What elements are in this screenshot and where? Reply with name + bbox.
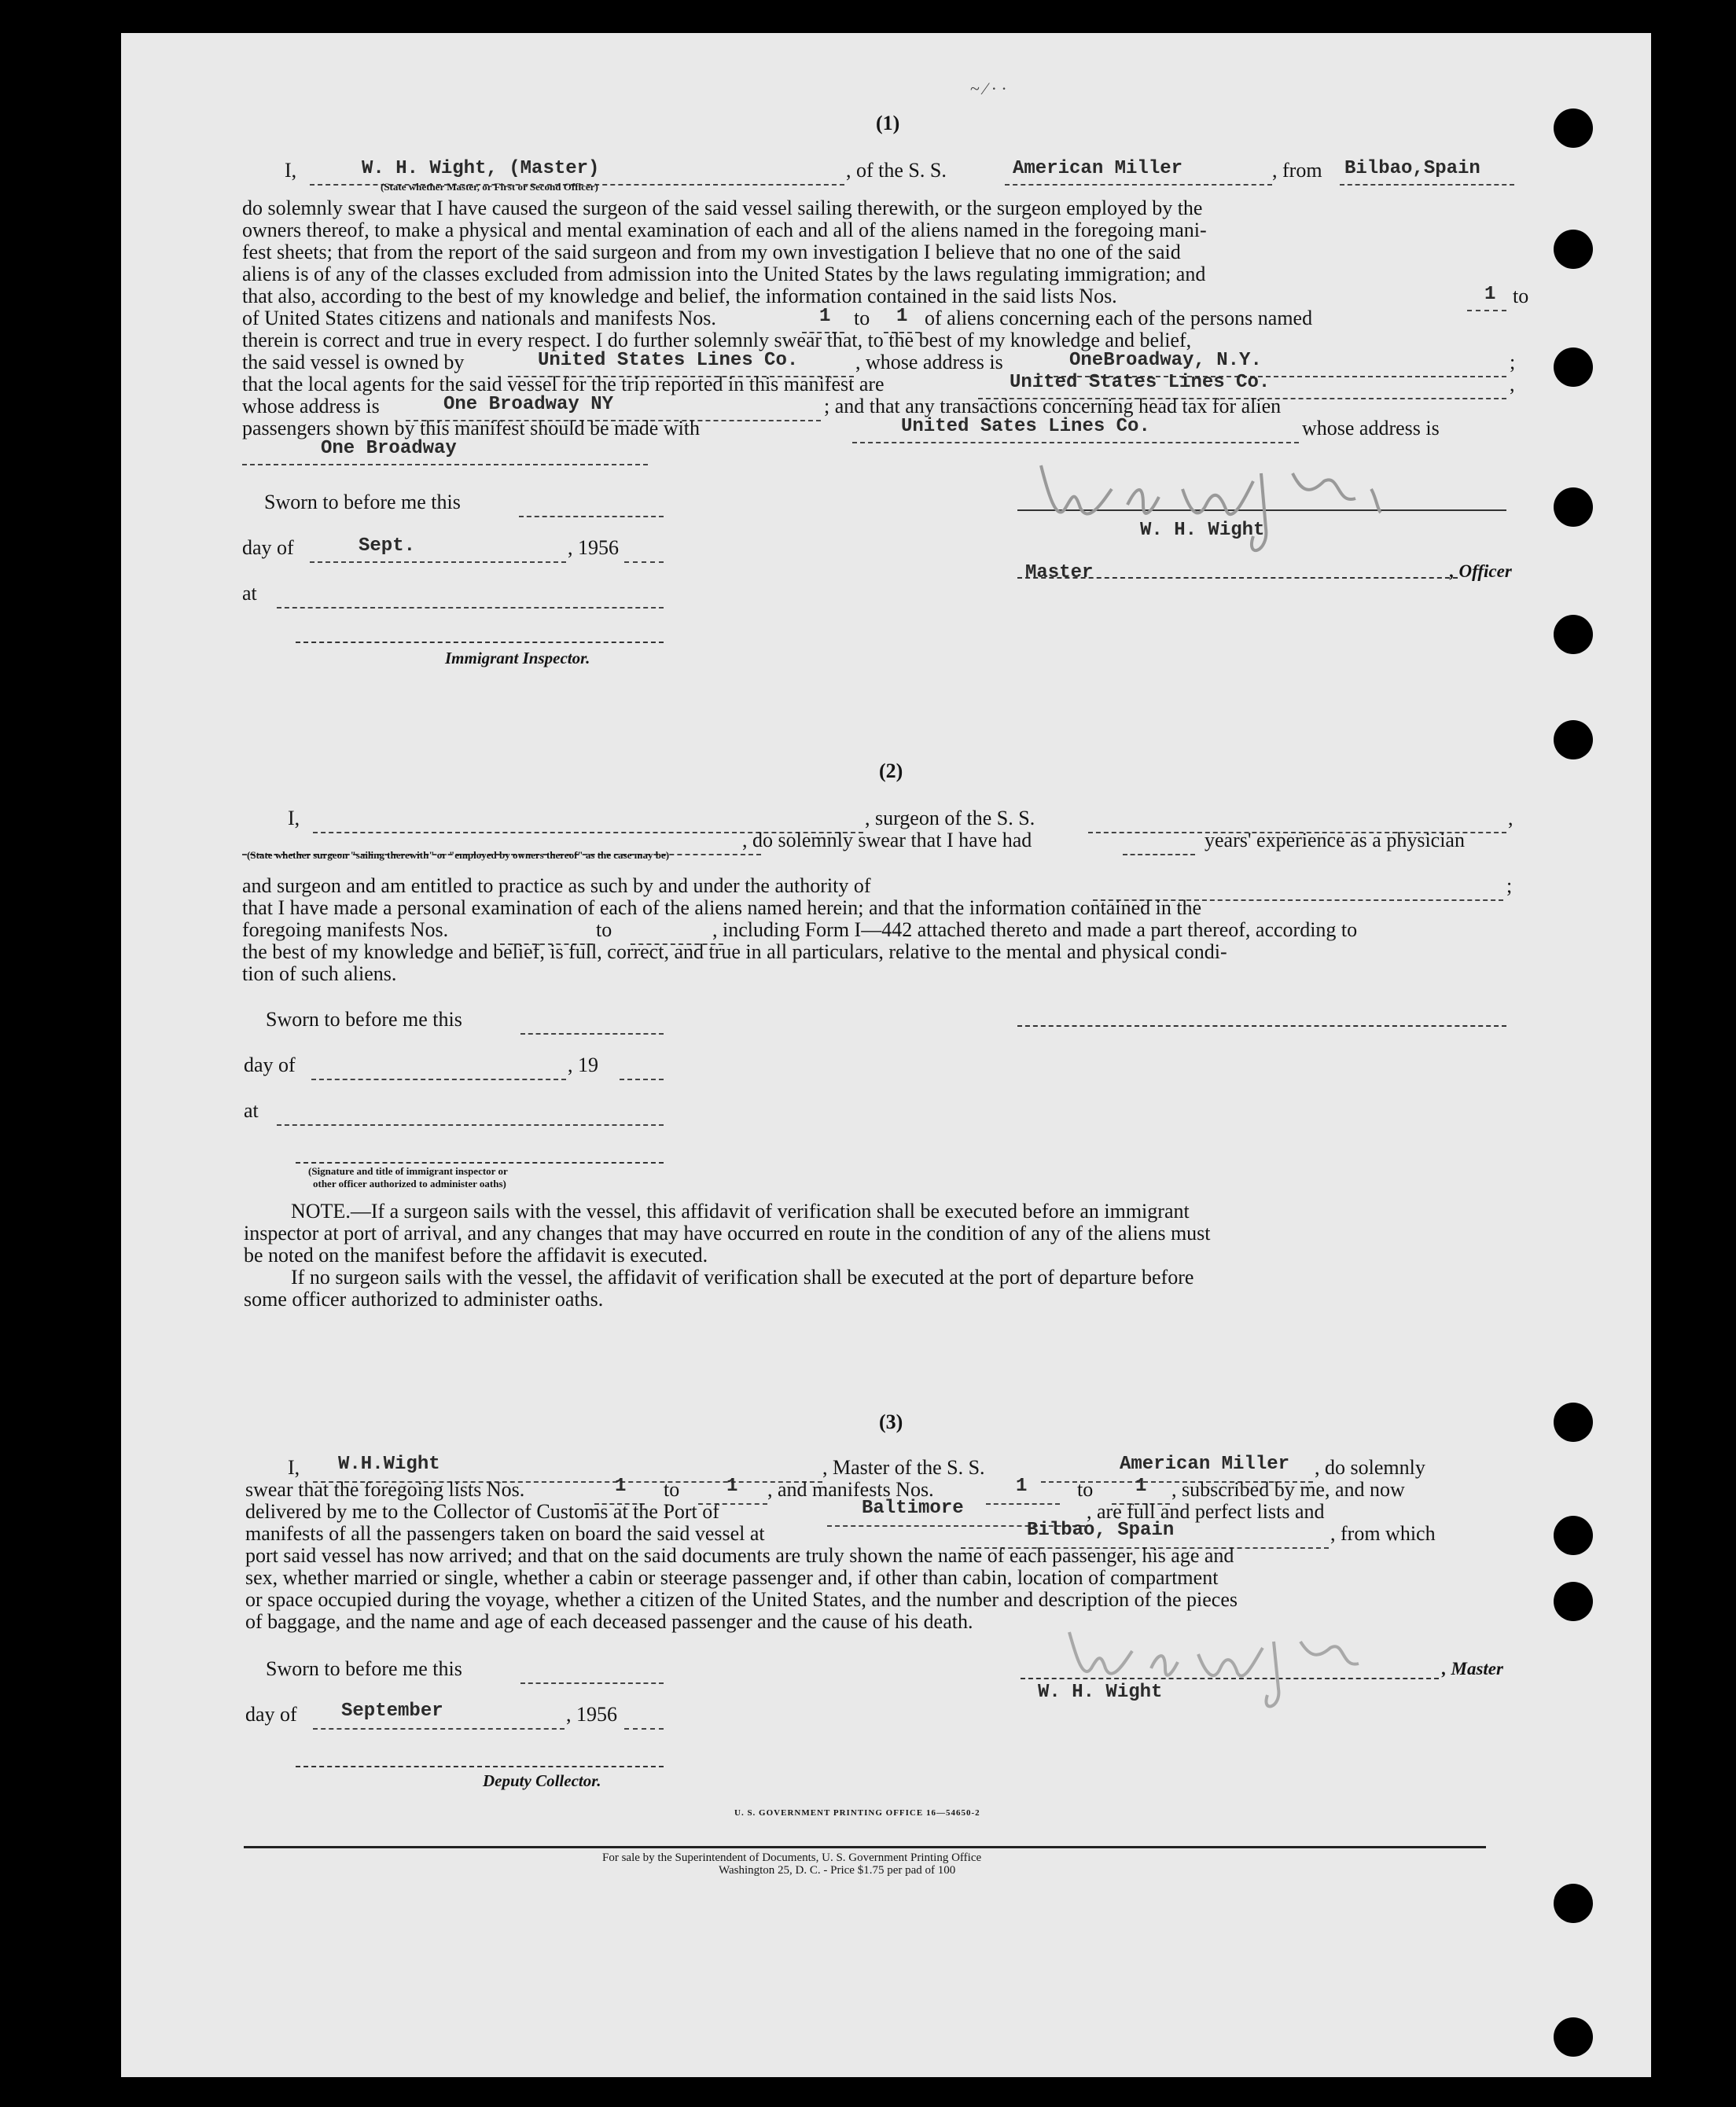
s3-para-line: port said vessel has now arrived; and that on the said documents are truly shown the name of each passenger, his age and xyxy=(245,1544,1234,1567)
s1-at: at xyxy=(242,582,257,605)
s3-at-label: manifests of all the passengers taken on board the said vessel at xyxy=(245,1522,765,1545)
punch-hole xyxy=(1554,230,1593,269)
s2-year-field xyxy=(620,1058,664,1080)
s1-para-line: aliens is of any of the classes excluded from admission into the United States by the laws regulating immigration; and xyxy=(242,263,1206,285)
s1-master-typed: W. H. Wight, (Master) xyxy=(362,158,600,179)
s1-para-line: fest sheets; that from the report of the said surgeon and from my own investigation I believe that no one of the said xyxy=(242,241,1181,263)
s3-port-label: delivered by me to the Collector of Customs at the Port of xyxy=(245,1500,719,1523)
gpo-imprint: U. S. GOVERNMENT PRINTING OFFICE 16—54650-2 xyxy=(734,1808,980,1818)
s1-para-line: that also, according to the best of my knowledge and belief, the information contained in the said lists Nos. xyxy=(242,285,1117,307)
s2-para-line: tion of such aliens. xyxy=(242,962,397,985)
s2-day-of: day of xyxy=(244,1054,296,1076)
s2-note-line: NOTE.—If a surgeon sails with the vessel, this affidavit of verification shall be executed before an immigrant xyxy=(291,1200,1190,1223)
punch-hole xyxy=(1554,1516,1593,1555)
s2-hint: (State whether surgeon "sailing therewith" or "employed by owners thereof" as the case may be) xyxy=(247,849,670,861)
s1-lists-typed: 1 xyxy=(1484,284,1496,305)
s2-year: , 19 xyxy=(568,1054,598,1076)
s1-manifest-from: 1 xyxy=(819,306,831,327)
s1-comma: , xyxy=(1510,373,1515,395)
s3-sworn-field xyxy=(520,1662,664,1684)
s1-owned-by: the said vessel is owned by xyxy=(242,351,465,373)
s2-note-line: some officer authorized to administer oaths. xyxy=(244,1288,604,1311)
s3-para-line: of baggage, and the name and age of each deceased passenger and the cause of his death. xyxy=(245,1610,973,1633)
s1-from-typed: Bilbao,Spain xyxy=(1344,158,1480,179)
s1-para-line: ; and that any transactions concerning head tax for alien xyxy=(824,395,1282,417)
s1-of-ss: , of the S. S. xyxy=(846,159,947,182)
punch-hole xyxy=(1554,1403,1593,1442)
s3-signature-typed: W. H. Wight xyxy=(1038,1682,1163,1703)
s1-officer-hint: (State whether Master, or First or Second Officer) xyxy=(381,181,598,193)
s1-handwritten-signature xyxy=(1025,442,1434,568)
corner-marks: ~ ⁄ · · xyxy=(970,79,1007,98)
s1-day-of: day of xyxy=(242,536,294,559)
punch-hole xyxy=(1554,720,1593,759)
s1-year: , 1956 xyxy=(568,536,619,559)
s1-at-field xyxy=(277,587,664,609)
s1-signature-typed: W. H. Wight xyxy=(1140,520,1265,541)
s2-para-line: the best of my knowledge and belief, is full, correct, and true in all particulars, relative to the mental and physical condi- xyxy=(242,940,1227,963)
s1-owner-typed: United States Lines Co. xyxy=(538,350,799,371)
s3-collector-label: Deputy Collector. xyxy=(483,1771,601,1790)
s2-day-field xyxy=(311,1058,566,1080)
s2-signature-line xyxy=(1017,1025,1506,1027)
punch-hole xyxy=(1554,615,1593,654)
s2-years-field xyxy=(1123,833,1195,855)
s3-year: , 1956 xyxy=(566,1703,617,1726)
s2-manifests-label: foregoing manifests Nos. xyxy=(242,918,449,941)
s2-authority-label: and surgeon and am entitled to practice as such by and under the authority of xyxy=(242,874,871,897)
s2-comma: , xyxy=(1508,807,1513,829)
s3-name-typed: W.H.Wight xyxy=(338,1454,440,1475)
s2-at: at xyxy=(244,1099,259,1122)
punch-hole xyxy=(1554,347,1593,387)
s3-lists-to-typed: 1 xyxy=(726,1476,738,1497)
s1-para-line: do solemnly swear that I have caused the surgeon of the said vessel sailing therewith, or the surgeon employed by the xyxy=(242,197,1203,219)
s2-sig-hint-2: other officer authorized to administer oaths) xyxy=(313,1178,506,1190)
s3-lists-label: swear that the foregoing lists Nos. xyxy=(245,1478,525,1501)
s1-manifest-to: to xyxy=(854,307,870,329)
s3-manifests-to-typed: 1 xyxy=(1135,1476,1147,1497)
s3-i: I, xyxy=(288,1456,300,1479)
s3-master-of: , Master of the S. S. xyxy=(822,1456,985,1479)
s3-year-field xyxy=(624,1708,664,1730)
s2-semicolon: ; xyxy=(1506,874,1513,897)
s2-para-line: , including Form I—442 attached thereto and made a part thereof, according to xyxy=(712,918,1358,941)
s3-day-typed: September xyxy=(341,1701,443,1722)
s3-at-typed: Bilbao, Spain xyxy=(1027,1520,1175,1541)
section-1-heading: (1) xyxy=(876,112,900,134)
s2-sworn: Sworn to before me this xyxy=(266,1008,462,1031)
s1-day-field xyxy=(310,541,566,563)
s2-swear: , do solemnly swear that I have had xyxy=(742,829,1032,851)
sale-notice-1: For sale by the Superintendent of Documents, U. S. Government Printing Office xyxy=(602,1851,982,1864)
s2-surgeon-of: , surgeon of the S. S. xyxy=(865,807,1035,829)
s3-para-line: or space occupied during the voyage, whether a citizen of the United States, and the number and description of the pieces xyxy=(245,1588,1238,1611)
s3-sworn: Sworn to before me this xyxy=(266,1657,462,1680)
s2-note-line: be noted on the manifest before the affidavit is executed. xyxy=(244,1244,708,1267)
s3-para-line: sex, whether married or single, whether a cabin or steerage passenger and, if other than cabin, location of compartment xyxy=(245,1566,1219,1589)
s1-sworn-field xyxy=(519,495,664,517)
s1-whose-address-2: whose address is xyxy=(1302,417,1440,439)
s1-manifest-to-typed: 1 xyxy=(896,306,908,327)
s3-lists-from: 1 xyxy=(615,1476,627,1497)
s2-para-line: that I have made a personal examination of each of the aliens named herein; and that the information contained in the xyxy=(242,896,1202,919)
s2-note-line: If no surgeon sails with the vessel, the affidavit of verification shall be executed at the port of departure before xyxy=(291,1266,1194,1289)
s2-sig-hint-1: (Signature and title of immigrant inspector or xyxy=(308,1165,508,1177)
s1-i: I, xyxy=(285,159,297,182)
s1-whose-address: , whose address is xyxy=(855,351,1003,373)
punch-hole xyxy=(1554,2017,1593,2057)
s3-para-line: , are full and perfect lists and xyxy=(1087,1500,1325,1523)
footer-rule xyxy=(244,1846,1486,1848)
s3-para-line: , subscribed by me, and now xyxy=(1171,1478,1405,1501)
punch-hole xyxy=(1554,1884,1593,1923)
s1-semicolon: ; xyxy=(1510,351,1516,373)
s1-para-line: therein is correct and true in every respect. I do further solemnly swear that, to the best of my knowledge and belief, xyxy=(242,329,1192,351)
s3-day-of: day of xyxy=(245,1703,297,1726)
s1-agents-label: that the local agents for the said vessel for the trip reported in this manifest are xyxy=(242,373,885,395)
s2-note-line: inspector at port of arrival, and any changes that may have occurred en route in the condition of any of the aliens must xyxy=(244,1222,1211,1245)
s2-inspector-line xyxy=(296,1162,664,1164)
s1-lists-to: to xyxy=(1513,285,1529,307)
section-3-heading: (3) xyxy=(879,1410,903,1433)
s2-i: I, xyxy=(288,807,300,829)
sale-notice-2: Washington 25, D. C. - Price $1.75 per pad of 100 xyxy=(719,1864,956,1877)
s1-para-line: of aliens concerning each of the persons named xyxy=(925,307,1313,329)
s1-agents-typed: United States Lines Co. xyxy=(1010,372,1271,393)
s3-solemnly: , do solemnly xyxy=(1315,1456,1425,1479)
s1-agents-address-typed: One Broadway NY xyxy=(443,394,614,415)
s1-head-tax-label: passengers shown by this manifest should be made with xyxy=(242,417,701,439)
punch-hole xyxy=(1554,108,1593,148)
s3-collector-line xyxy=(296,1766,664,1767)
s3-ship-typed: American Miller xyxy=(1120,1454,1290,1475)
s3-lists-to: to xyxy=(664,1478,680,1501)
s3-port-typed: Baltimore xyxy=(862,1498,964,1519)
s3-manifests-to: to xyxy=(1077,1478,1094,1501)
s2-manifests-to: to xyxy=(596,918,612,941)
s1-para-line: of United States citizens and nationals and manifests Nos. xyxy=(242,307,716,329)
s2-sworn-field xyxy=(520,1013,664,1035)
s1-officer-label: , Officer xyxy=(1450,561,1512,581)
s3-manifests-label: , and manifests Nos. xyxy=(767,1478,934,1501)
s1-para-line: owners thereof, to make a physical and mental examination of each and all of the aliens named in the foregoing mani- xyxy=(242,219,1207,241)
s1-from: , from xyxy=(1272,159,1322,182)
s1-sworn: Sworn to before me this xyxy=(264,491,461,513)
s1-inspector-line xyxy=(296,642,664,643)
section-2-heading: (2) xyxy=(879,759,903,782)
s3-manifests-from: 1 xyxy=(1016,1476,1028,1497)
form-page xyxy=(121,33,1651,2077)
s3-master-label: , Master xyxy=(1442,1659,1503,1679)
s1-inspector-label: Immigrant Inspector. xyxy=(445,649,590,667)
s3-para-line: , from which xyxy=(1330,1522,1436,1545)
s1-agents-address-label: whose address is xyxy=(242,395,380,417)
punch-hole xyxy=(1554,1582,1593,1621)
s1-owner-address-typed: OneBroadway, N.Y. xyxy=(1069,350,1262,371)
s1-ship-typed: American Miller xyxy=(1013,158,1183,179)
s1-head-tax-typed: United Sates Lines Co. xyxy=(901,416,1150,437)
s2-years-label: years' experience as a physician xyxy=(1205,829,1465,851)
s2-at-field xyxy=(277,1104,664,1126)
s1-day-typed: Sept. xyxy=(359,535,416,557)
s1-year-field xyxy=(624,541,664,563)
s1-head-tax-address-typed: One Broadway xyxy=(321,438,457,459)
s1-officer-typed: Master xyxy=(1025,562,1094,583)
punch-hole xyxy=(1554,487,1593,527)
